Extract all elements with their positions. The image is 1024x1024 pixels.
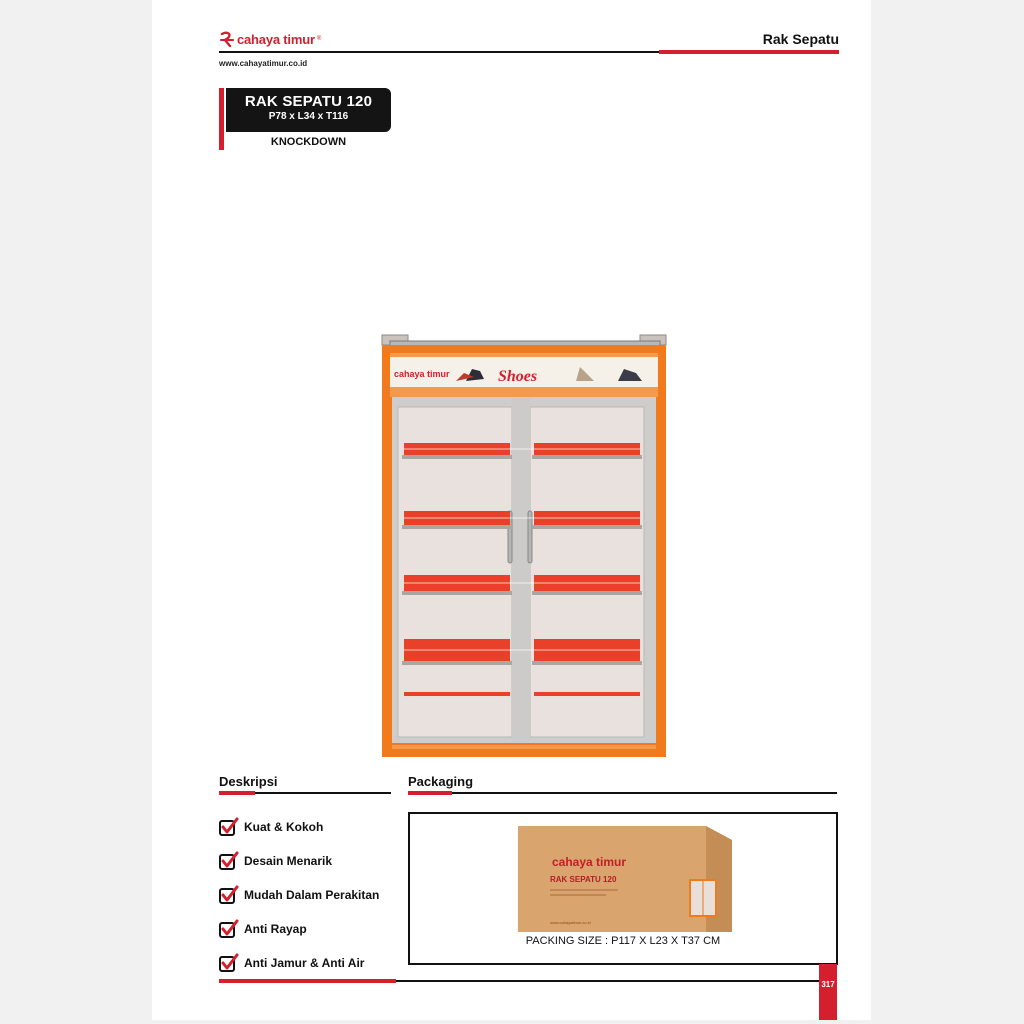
product-dimensions: P78 x L34 x T116: [268, 111, 349, 122]
carton-box-image: [518, 820, 732, 932]
feature-item: [219, 844, 379, 878]
catalog-page: [152, 0, 871, 1020]
brand-name: cahaya timur: [237, 31, 315, 47]
packaging-frame: [408, 812, 838, 965]
checkbox-checked-icon: [219, 953, 239, 973]
checkbox-checked-icon: [219, 817, 239, 837]
feature-label: Anti Rayap: [244, 922, 307, 936]
feature-label: Desain Menarik: [244, 854, 333, 868]
carton-website: www.cahayatimur.co.id: [550, 920, 591, 925]
packaging-heading: Packaging: [408, 774, 474, 789]
footer-divider-accent: [219, 979, 396, 983]
packaging-divider: [408, 792, 837, 794]
website-url: www.cahayatimur.co.id: [219, 59, 308, 68]
product-title-badge: [226, 88, 391, 132]
shoe-cabinet-image: [380, 333, 670, 758]
checkbox-checked-icon: [219, 885, 239, 905]
packing-size-caption: PACKING SIZE : P117 X L23 X T37 CM: [525, 935, 721, 947]
packaging-divider-accent: [408, 791, 452, 795]
brand-registered: ®: [316, 36, 322, 42]
feature-item: [219, 878, 379, 912]
product-type: KNOCKDOWN: [270, 136, 347, 148]
feature-list: [219, 810, 379, 980]
header-section-title: Rak Sepatu: [762, 31, 839, 47]
feature-item: [219, 946, 379, 980]
feature-item: [219, 810, 379, 844]
banner-text: Shoes: [498, 368, 538, 385]
header-divider-accent: [659, 50, 839, 54]
brand-logo: [219, 31, 321, 47]
checkbox-checked-icon: [219, 851, 239, 871]
feature-item: [219, 912, 379, 946]
feature-label: Anti Jamur & Anti Air: [244, 956, 365, 970]
description-divider-accent: [219, 791, 255, 795]
carton-brand: cahaya timur: [552, 855, 627, 869]
page-number: 317: [819, 964, 837, 1020]
feature-label: Mudah Dalam Perakitan: [244, 888, 380, 902]
title-accent-bar: [219, 88, 224, 150]
banner-brand: cahaya timur: [394, 369, 450, 379]
feature-label: Kuat & Kokoh: [244, 820, 324, 834]
product-name: RAK SEPATU 120: [244, 93, 373, 110]
brand-mark-icon: [219, 31, 235, 47]
description-heading: Deskripsi: [219, 774, 278, 789]
checkbox-checked-icon: [219, 919, 239, 939]
carton-product: RAK SEPATU 120: [550, 875, 617, 884]
